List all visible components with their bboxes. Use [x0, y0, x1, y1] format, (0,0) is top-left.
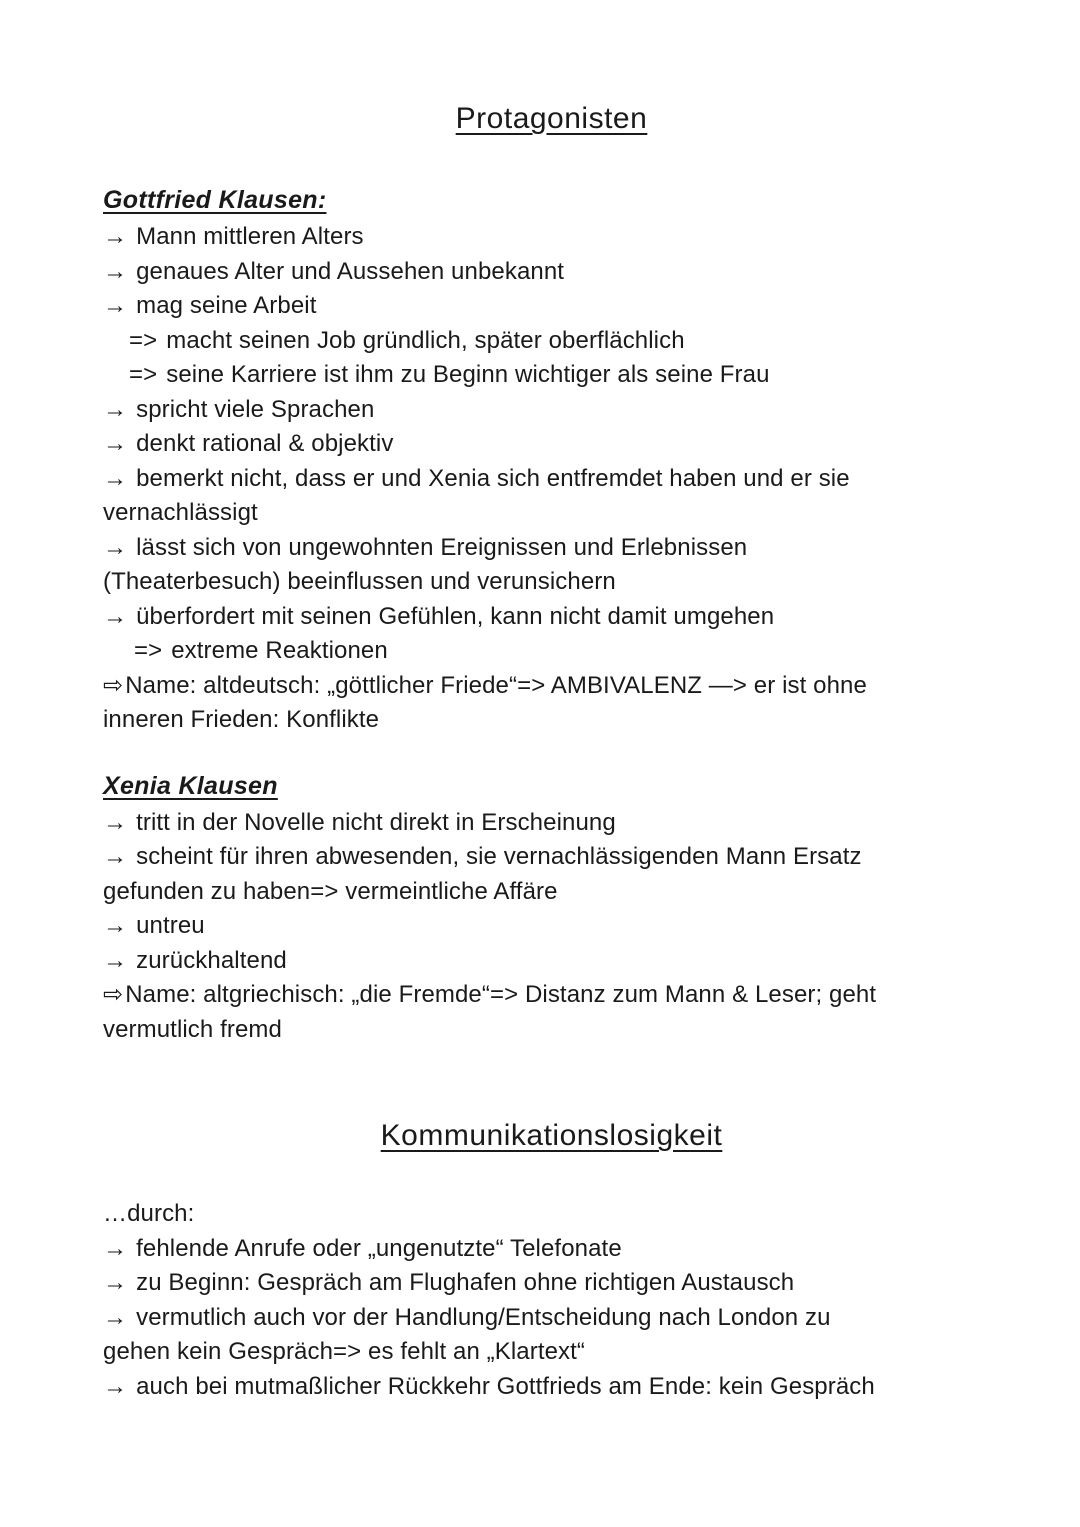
kommunikation-notes-list	[103, 1197, 1000, 1404]
note-line	[103, 1266, 1000, 1301]
note-line	[103, 944, 1000, 979]
page-title	[103, 100, 1000, 138]
note-line	[103, 255, 1000, 290]
note-line-continuation	[103, 703, 1000, 738]
note-text: überfordert mit seinen Gefühlen, kann nicht damit umgehen	[136, 602, 775, 630]
note-text: inneren Frieden: Konflikte	[103, 706, 380, 733]
note-line	[103, 909, 1000, 944]
arrow-bullet-icon: →	[103, 808, 128, 836]
subheading-text: Gottfried Klausen:	[103, 186, 327, 214]
note-line	[103, 669, 1000, 704]
note-text: genaues Alter und Aussehen unbekannt	[136, 257, 565, 285]
note-line	[103, 806, 1000, 841]
subheading-gottfried-klausen	[103, 182, 1000, 218]
note-line	[103, 393, 1000, 428]
note-line	[103, 324, 1000, 359]
note-text: macht seinen Job gründlich, später oberflächlich	[166, 326, 685, 354]
note-line	[103, 427, 1000, 462]
note-text: gehen kein Gespräch=> es fehlt an „Klartext“	[103, 1338, 586, 1365]
note-line-intro	[103, 1197, 1000, 1232]
note-line	[103, 220, 1000, 255]
note-line	[103, 531, 1000, 566]
arrow-bullet-icon: →	[103, 602, 128, 630]
note-text: (Theaterbesuch) beeinflussen und verunsichern	[103, 568, 616, 595]
arrow-bullet-icon: →	[103, 843, 128, 870]
note-line	[103, 1370, 1000, 1405]
note-line-continuation	[103, 1335, 1000, 1370]
note-line	[103, 978, 1000, 1013]
note-text: tritt in der Novelle nicht direkt in Erscheinung	[136, 808, 616, 836]
note-text: scheint für ihren abwesenden, sie vernachlässigenden Mann Ersatz	[136, 843, 862, 870]
subheading-xenia-klausen	[103, 768, 1000, 804]
section-title-text: Kommunikationslosigkeit	[380, 1119, 723, 1152]
note-line	[103, 1301, 1000, 1336]
arrow-bullet-icon: →	[103, 912, 128, 939]
arrow-bullet-icon: →	[103, 395, 128, 423]
arrow-bullet-icon: →	[103, 464, 128, 492]
gottfried-notes-list	[103, 220, 1000, 738]
arrow-bullet-icon: →	[103, 1269, 128, 1296]
note-line	[103, 462, 1000, 497]
implies-marker: =>	[129, 326, 158, 354]
note-text: vermutlich fremd	[103, 1015, 282, 1043]
note-line-continuation	[103, 1013, 1000, 1048]
section-kommunikationslosigkeit	[103, 1117, 1000, 1404]
note-text: mag seine Arbeit	[136, 292, 317, 319]
white-arrow-icon: ⇨	[103, 981, 124, 1008]
page-title-text: Protagonisten	[455, 102, 648, 135]
subheading-text: Xenia Klausen	[103, 771, 278, 800]
xenia-notes-list	[103, 806, 1000, 1048]
note-text: Name: altdeutsch: „göttlicher Friede“=> AMBIVALENZ —> er ist ohne	[125, 671, 867, 699]
note-line-continuation	[103, 496, 1000, 531]
arrow-bullet-icon: →	[103, 533, 128, 561]
note-line-continuation	[103, 875, 1000, 910]
note-text: vermutlich auch vor der Handlung/Entscheidung nach London zu	[136, 1303, 831, 1331]
note-text: denkt rational & objektiv	[136, 430, 394, 457]
implies-marker: =>	[134, 637, 163, 664]
note-text: …durch:	[103, 1200, 195, 1227]
arrow-bullet-icon: →	[103, 1303, 128, 1331]
section-protagonisten	[103, 100, 1000, 1047]
note-text: Name: altgriechisch: „die Fremde“=> Distanz zum Mann & Leser; geht	[125, 981, 877, 1008]
note-text: seine Karriere ist ihm zu Beginn wichtiger als seine Frau	[166, 361, 770, 388]
note-line	[103, 600, 1000, 635]
arrow-bullet-icon: →	[103, 946, 128, 974]
arrow-bullet-icon: →	[103, 223, 128, 250]
arrow-bullet-icon: →	[103, 1372, 128, 1400]
note-text: extreme Reaktionen	[171, 637, 388, 664]
note-line	[103, 1232, 1000, 1267]
note-text: spricht viele Sprachen	[136, 395, 375, 423]
white-arrow-icon: ⇨	[103, 671, 124, 699]
note-line	[103, 634, 1000, 669]
arrow-bullet-icon: →	[103, 292, 128, 319]
arrow-bullet-icon: →	[103, 1234, 128, 1262]
note-text: lässt sich von ungewohnten Ereignissen und Erlebnissen	[136, 533, 748, 561]
note-text: untreu	[136, 912, 205, 939]
note-text: zurückhaltend	[136, 946, 287, 974]
note-text: vernachlässigt	[103, 499, 258, 526]
arrow-bullet-icon: →	[103, 430, 128, 457]
note-line	[103, 289, 1000, 324]
note-line	[103, 840, 1000, 875]
section-title	[103, 1117, 1000, 1155]
implies-marker: =>	[129, 361, 158, 388]
note-text: auch bei mutmaßlicher Rückkehr Gottfrieds am Ende: kein Gespräch	[136, 1372, 875, 1400]
note-text: fehlende Anrufe oder „ungenutzte“ Telefonate	[136, 1234, 622, 1262]
note-text: gefunden zu haben=> vermeintliche Affäre	[103, 877, 558, 905]
note-text: bemerkt nicht, dass er und Xenia sich entfremdet haben und er sie	[136, 464, 850, 492]
note-text: Mann mittleren Alters	[136, 223, 364, 250]
note-line	[103, 358, 1000, 393]
note-text: zu Beginn: Gespräch am Flughafen ohne richtigen Austausch	[136, 1269, 795, 1296]
note-line-continuation	[103, 565, 1000, 600]
arrow-bullet-icon: →	[103, 257, 128, 285]
